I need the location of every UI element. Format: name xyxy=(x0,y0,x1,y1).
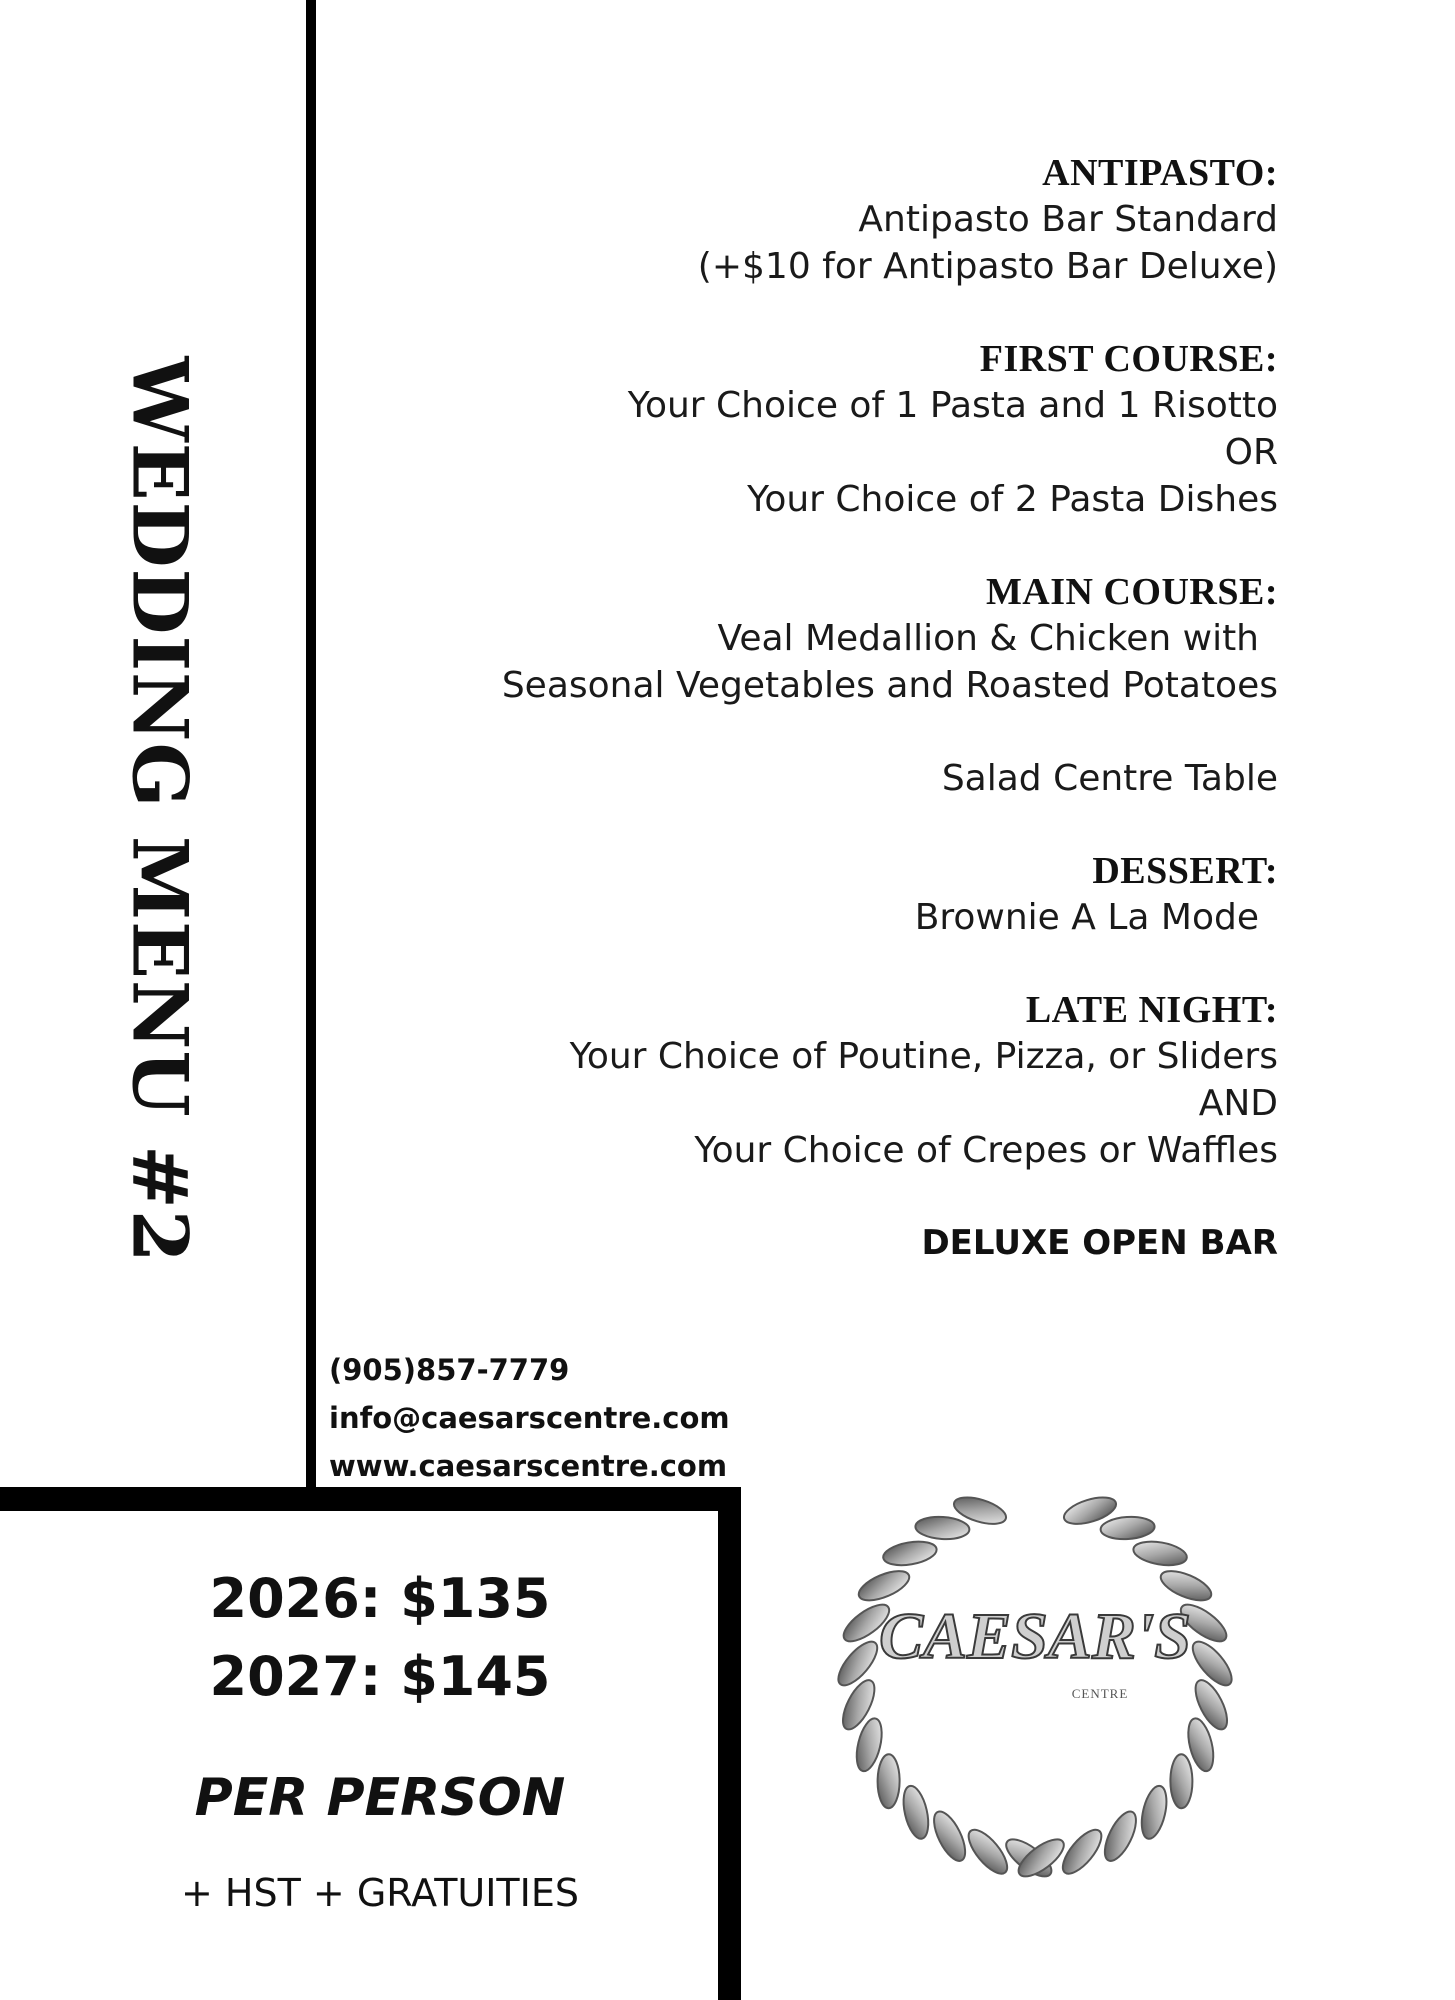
laurel-leaf xyxy=(1170,1754,1192,1808)
dessert-heading: DESSERT: xyxy=(1092,850,1278,892)
dessert-section xyxy=(318,848,1278,941)
late-night-section xyxy=(318,987,1278,1174)
laurel-leaf xyxy=(915,1515,970,1540)
taxes-note: + HST + GRATUITIES xyxy=(181,1871,579,1915)
menu-list xyxy=(318,150,1278,1266)
antipasto-section xyxy=(318,150,1278,290)
laurel-leaf xyxy=(832,1636,884,1691)
salad-section xyxy=(318,755,1278,802)
first-course-option-2: Your Choice of 2 Pasta Dishes xyxy=(747,479,1278,520)
laurel-leaf xyxy=(1137,1784,1171,1842)
laurel-wreath-icon xyxy=(790,1480,1280,1900)
main-course-item: Veal Medallion & Chicken with xyxy=(717,618,1259,659)
phone-number: (905)857-7779 xyxy=(329,1353,570,1387)
frame-horizontal-line xyxy=(0,1487,741,1511)
dessert-item: Brownie A La Mode xyxy=(914,897,1259,938)
salad-item: Salad Centre Table xyxy=(941,758,1278,799)
laurel-leaf xyxy=(928,1807,972,1865)
laurel-leaf xyxy=(1056,1824,1107,1880)
laurel-leaf xyxy=(881,1538,938,1569)
per-person-label: PER PERSON xyxy=(194,1768,566,1828)
antipasto-item: Antipasto Bar Standard xyxy=(858,199,1278,240)
price-2026: 2026: $135 xyxy=(209,1567,551,1630)
logo-wordmark: CAESAR'S xyxy=(879,1600,1191,1673)
laurel-leaf xyxy=(1132,1538,1189,1569)
antipasto-heading: ANTIPASTO: xyxy=(1042,152,1278,194)
main-course-section xyxy=(318,569,1278,709)
laurel-leaf xyxy=(962,1824,1013,1880)
first-course-heading: FIRST COURSE: xyxy=(979,338,1278,380)
main-course-heading: MAIN COURSE: xyxy=(985,571,1278,613)
pricing-box xyxy=(0,1560,760,1916)
price-2027: 2027: $145 xyxy=(209,1645,551,1708)
website-url: www.caesarscentre.com xyxy=(329,1449,728,1483)
laurel-leaf xyxy=(1100,1515,1155,1540)
antipasto-upgrade-note: (+$10 for Antipasto Bar Deluxe) xyxy=(697,246,1278,287)
email-address: info@caesarscentre.com xyxy=(329,1401,730,1435)
main-course-sides: Seasonal Vegetables and Roasted Potatoes xyxy=(501,665,1278,706)
late-night-option-1: Your Choice of Poutine, Pizza, or Sliders xyxy=(569,1036,1278,1077)
laurel-leaf xyxy=(899,1784,933,1842)
first-course-or: OR xyxy=(1224,432,1278,473)
late-night-heading: LATE NIGHT: xyxy=(1025,989,1278,1031)
laurel-leaf xyxy=(1186,1636,1238,1691)
late-night-option-2: Your Choice of Crepes or Waffles xyxy=(694,1130,1278,1171)
late-night-and: AND xyxy=(1198,1083,1278,1124)
open-bar-label: DELUXE OPEN BAR xyxy=(921,1223,1278,1263)
laurel-leaf xyxy=(1099,1807,1143,1865)
laurel-leaf xyxy=(877,1754,899,1808)
first-course-section xyxy=(318,336,1278,523)
caesars-logo xyxy=(790,1480,1280,1900)
first-course-option-1: Your Choice of 1 Pasta and 1 Risotto xyxy=(627,385,1278,426)
wedding-menu-title: WEDDING MENU #2 xyxy=(115,356,205,1264)
frame-vertical-line-top xyxy=(306,0,316,1497)
logo-subtitle: CENTRE xyxy=(1071,1686,1129,1701)
contact-info xyxy=(329,1346,730,1490)
